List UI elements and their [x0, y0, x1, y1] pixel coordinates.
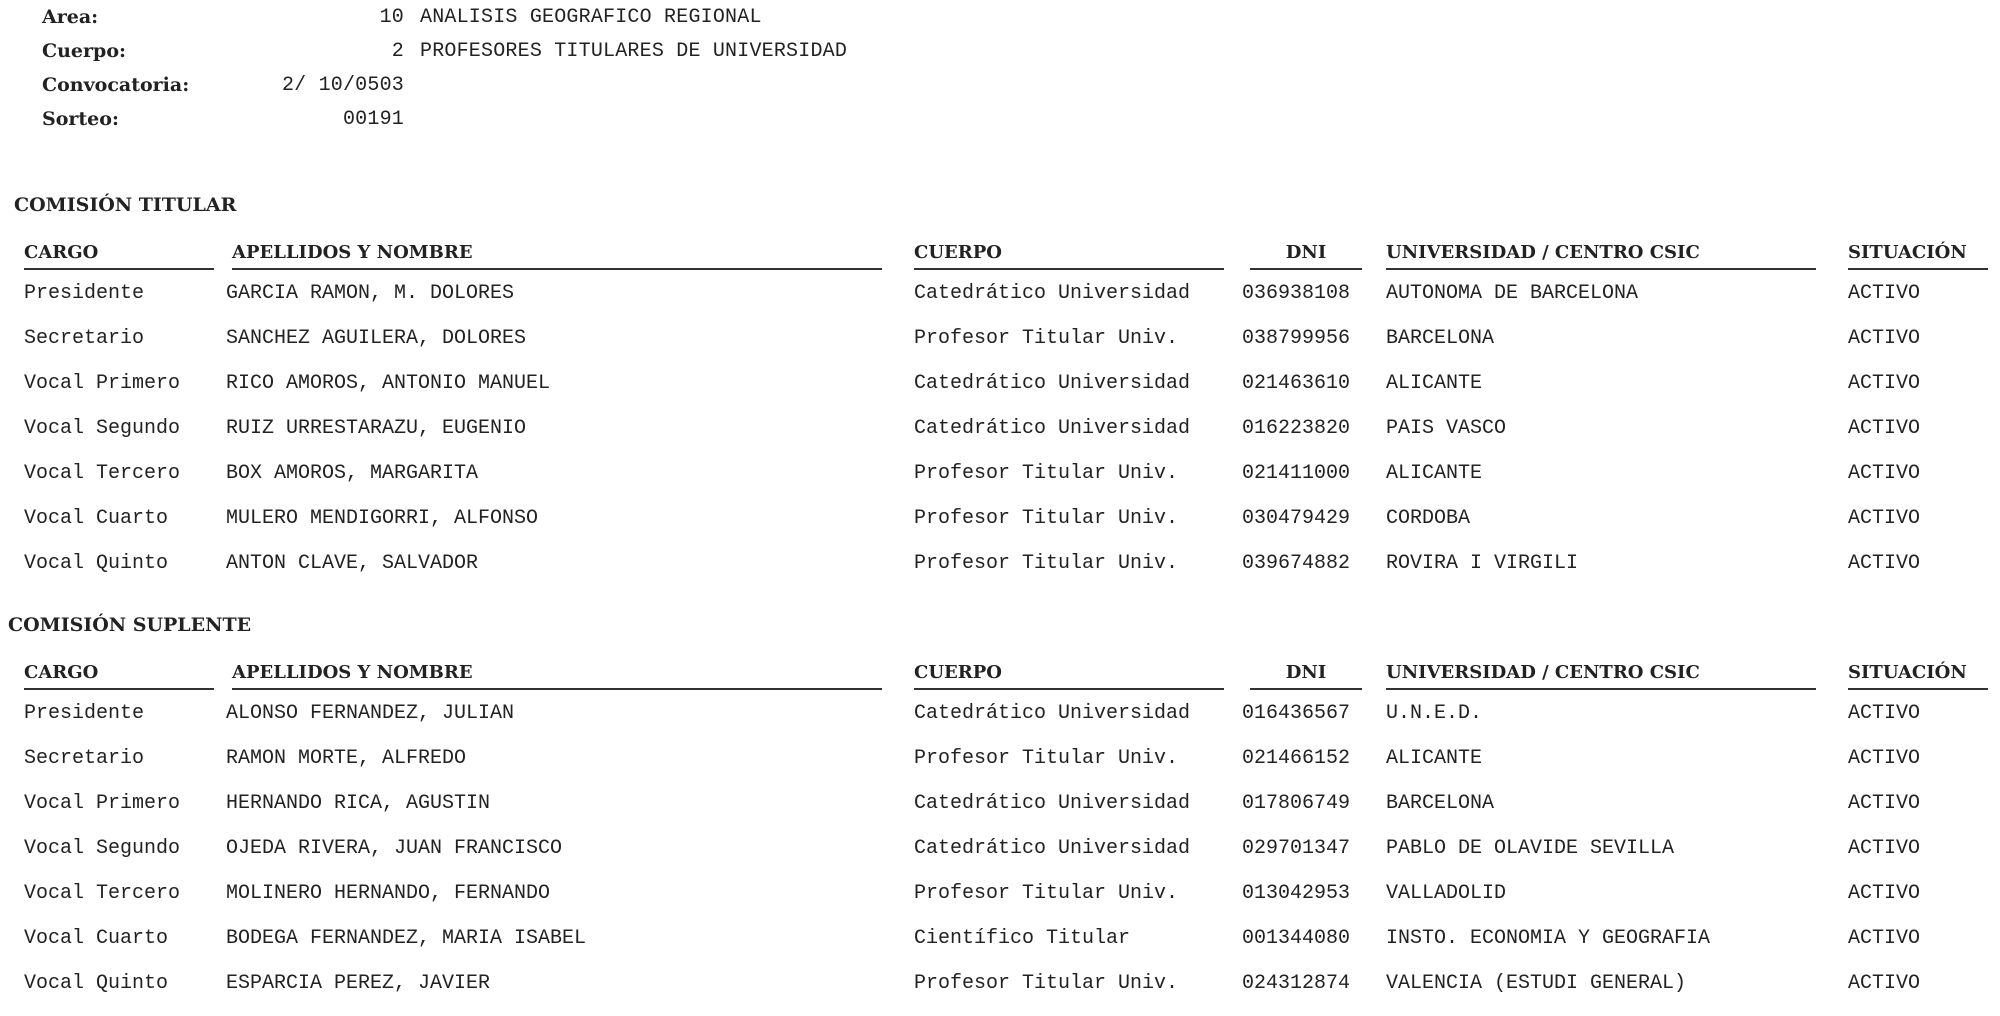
cell-universidad: VALENCIA (ESTUDI GENERAL)	[1386, 972, 1687, 995]
cuerpo-desc: PROFESORES TITULARES DE UNIVERSIDAD	[420, 40, 848, 63]
col-header-situacion: SITUACIÓN	[1848, 242, 1988, 270]
cell-nombre: OJEDA RIVERA, JUAN FRANCISCO	[226, 837, 563, 860]
cell-cuerpo: Catedrático Universidad	[914, 417, 1191, 440]
cell-nombre: MOLINERO HERNANDO, FERNANDO	[226, 882, 551, 905]
convocatoria-code: 2/ 10/0503	[281, 74, 404, 97]
info-row-cuerpo	[0, 40, 2000, 70]
col-header-nombre: APELLIDOS Y NOMBRE	[232, 662, 882, 690]
cell-cargo: Vocal Tercero	[24, 882, 181, 905]
cell-situacion: ACTIVO	[1848, 372, 1921, 395]
cell-situacion: ACTIVO	[1848, 507, 1921, 530]
table-row	[0, 747, 2000, 791]
cuerpo-code: 2	[391, 40, 404, 63]
col-header-cuerpo: CUERPO	[914, 662, 1224, 690]
table-header	[0, 242, 2000, 278]
col-header-dni: DNI	[1250, 662, 1362, 690]
cell-nombre: HERNANDO RICA, AGUSTIN	[226, 792, 491, 815]
cell-universidad: BARCELONA	[1386, 792, 1495, 815]
cell-nombre: SANCHEZ AGUILERA, DOLORES	[226, 327, 527, 350]
cell-nombre: ANTON CLAVE, SALVADOR	[226, 552, 479, 575]
cell-nombre: ESPARCIA PEREZ, JAVIER	[226, 972, 491, 995]
cell-cuerpo: Profesor Titular Univ.	[914, 327, 1179, 350]
cell-dni: 001344080	[1242, 927, 1351, 950]
cell-situacion: ACTIVO	[1848, 417, 1921, 440]
cell-cuerpo: Catedrático Universidad	[914, 702, 1191, 725]
cell-cuerpo: Catedrático Universidad	[914, 282, 1191, 305]
cell-situacion: ACTIVO	[1848, 702, 1921, 725]
cell-dni: 016223820	[1242, 417, 1351, 440]
cell-dni: 021466152	[1242, 747, 1351, 770]
table-row	[0, 792, 2000, 836]
cell-cargo: Vocal Cuarto	[24, 507, 169, 530]
cell-cuerpo: Profesor Titular Univ.	[914, 972, 1179, 995]
cell-nombre: RICO AMOROS, ANTONIO MANUEL	[226, 372, 551, 395]
cell-cargo: Vocal Cuarto	[24, 927, 169, 950]
cell-situacion: ACTIVO	[1848, 747, 1921, 770]
info-row-area	[0, 6, 2000, 36]
cell-cuerpo: Catedrático Universidad	[914, 792, 1191, 815]
cell-cargo: Vocal Quinto	[24, 552, 169, 575]
cell-situacion: ACTIVO	[1848, 927, 1921, 950]
cell-dni: 013042953	[1242, 882, 1351, 905]
table-row	[0, 552, 2000, 596]
col-header-situacion: SITUACIÓN	[1848, 662, 1988, 690]
cell-nombre: BOX AMOROS, MARGARITA	[226, 462, 479, 485]
cell-universidad: AUTONOMA DE BARCELONA	[1386, 282, 1639, 305]
cell-universidad: ALICANTE	[1386, 372, 1483, 395]
col-header-universidad: UNIVERSIDAD / CENTRO CSIC	[1386, 242, 1816, 270]
table-row	[0, 327, 2000, 371]
table-row	[0, 507, 2000, 551]
table-row	[0, 702, 2000, 746]
cell-universidad: ALICANTE	[1386, 462, 1483, 485]
cell-cargo: Secretario	[24, 327, 145, 350]
cell-cargo: Presidente	[24, 282, 145, 305]
cell-dni: 036938108	[1242, 282, 1351, 305]
section-title-suplente: COMISIÓN SUPLENTE	[8, 614, 252, 636]
cell-dni: 017806749	[1242, 792, 1351, 815]
cell-universidad: PAIS VASCO	[1386, 417, 1507, 440]
cell-cuerpo: Catedrático Universidad	[914, 837, 1191, 860]
cell-cargo: Vocal Primero	[24, 792, 181, 815]
info-row-sorteo	[0, 108, 2000, 138]
cell-universidad: VALLADOLID	[1386, 882, 1507, 905]
area-label: Area:	[42, 6, 99, 28]
section-title-titular: COMISIÓN TITULAR	[14, 194, 237, 216]
table-row	[0, 462, 2000, 506]
cell-cuerpo: Catedrático Universidad	[914, 372, 1191, 395]
cell-cuerpo: Profesor Titular Univ.	[914, 552, 1179, 575]
cell-universidad: INSTO. ECONOMIA Y GEOGRAFIA	[1386, 927, 1711, 950]
col-header-universidad: UNIVERSIDAD / CENTRO CSIC	[1386, 662, 1816, 690]
cell-dni: 039674882	[1242, 552, 1351, 575]
cell-cargo: Vocal Quinto	[24, 972, 169, 995]
cell-universidad: ALICANTE	[1386, 747, 1483, 770]
cell-cargo: Vocal Segundo	[24, 837, 181, 860]
cell-situacion: ACTIVO	[1848, 327, 1921, 350]
cell-dni: 038799956	[1242, 327, 1351, 350]
cell-dni: 024312874	[1242, 972, 1351, 995]
cell-situacion: ACTIVO	[1848, 972, 1921, 995]
cell-cargo: Secretario	[24, 747, 145, 770]
col-header-nombre: APELLIDOS Y NOMBRE	[232, 242, 882, 270]
col-header-dni: DNI	[1250, 242, 1362, 270]
cell-dni: 021463610	[1242, 372, 1351, 395]
area-code: 10	[379, 6, 404, 29]
cell-cargo: Vocal Tercero	[24, 462, 181, 485]
cell-dni: 016436567	[1242, 702, 1351, 725]
table-row	[0, 882, 2000, 926]
cell-situacion: ACTIVO	[1848, 282, 1921, 305]
table-row	[0, 282, 2000, 326]
sorteo-code: 00191	[342, 108, 404, 131]
cell-dni: 030479429	[1242, 507, 1351, 530]
cell-universidad: ROVIRA I VIRGILI	[1386, 552, 1579, 575]
cell-situacion: ACTIVO	[1848, 837, 1921, 860]
col-header-cargo: CARGO	[24, 242, 214, 270]
cell-nombre: RUIZ URRESTARAZU, EUGENIO	[226, 417, 527, 440]
cell-situacion: ACTIVO	[1848, 462, 1921, 485]
cell-dni: 029701347	[1242, 837, 1351, 860]
cell-cargo: Presidente	[24, 702, 145, 725]
cell-situacion: ACTIVO	[1848, 882, 1921, 905]
table-row	[0, 972, 2000, 1016]
sorteo-label: Sorteo:	[42, 108, 119, 130]
info-row-convocatoria	[0, 74, 2000, 104]
cell-nombre: RAMON MORTE, ALFREDO	[226, 747, 467, 770]
cell-universidad: PABLO DE OLAVIDE SEVILLA	[1386, 837, 1675, 860]
col-header-cuerpo: CUERPO	[914, 242, 1224, 270]
table-row	[0, 372, 2000, 416]
cell-nombre: MULERO MENDIGORRI, ALFONSO	[226, 507, 539, 530]
cell-cuerpo: Profesor Titular Univ.	[914, 507, 1179, 530]
cell-dni: 021411000	[1242, 462, 1351, 485]
convocatoria-label: Convocatoria:	[42, 74, 190, 96]
cell-cuerpo: Profesor Titular Univ.	[914, 462, 1179, 485]
cell-universidad: U.N.E.D.	[1386, 702, 1483, 725]
area-desc: ANALISIS GEOGRAFICO REGIONAL	[420, 6, 762, 29]
cell-cargo: Vocal Primero	[24, 372, 181, 395]
col-header-cargo: CARGO	[24, 662, 214, 690]
table-header	[0, 662, 2000, 698]
cell-universidad: BARCELONA	[1386, 327, 1495, 350]
table-row	[0, 927, 2000, 971]
table-row	[0, 417, 2000, 461]
table-row	[0, 837, 2000, 881]
cell-universidad: CORDOBA	[1386, 507, 1471, 530]
cell-nombre: ALONSO FERNANDEZ, JULIAN	[226, 702, 515, 725]
cell-cargo: Vocal Segundo	[24, 417, 181, 440]
cell-situacion: ACTIVO	[1848, 792, 1921, 815]
cell-nombre: GARCIA RAMON, M. DOLORES	[226, 282, 515, 305]
cell-cuerpo: Profesor Titular Univ.	[914, 747, 1179, 770]
cuerpo-label: Cuerpo:	[42, 40, 127, 62]
cell-situacion: ACTIVO	[1848, 552, 1921, 575]
cell-cuerpo: Científico Titular	[914, 927, 1131, 950]
cell-nombre: BODEGA FERNANDEZ, MARIA ISABEL	[226, 927, 587, 950]
cell-cuerpo: Profesor Titular Univ.	[914, 882, 1179, 905]
